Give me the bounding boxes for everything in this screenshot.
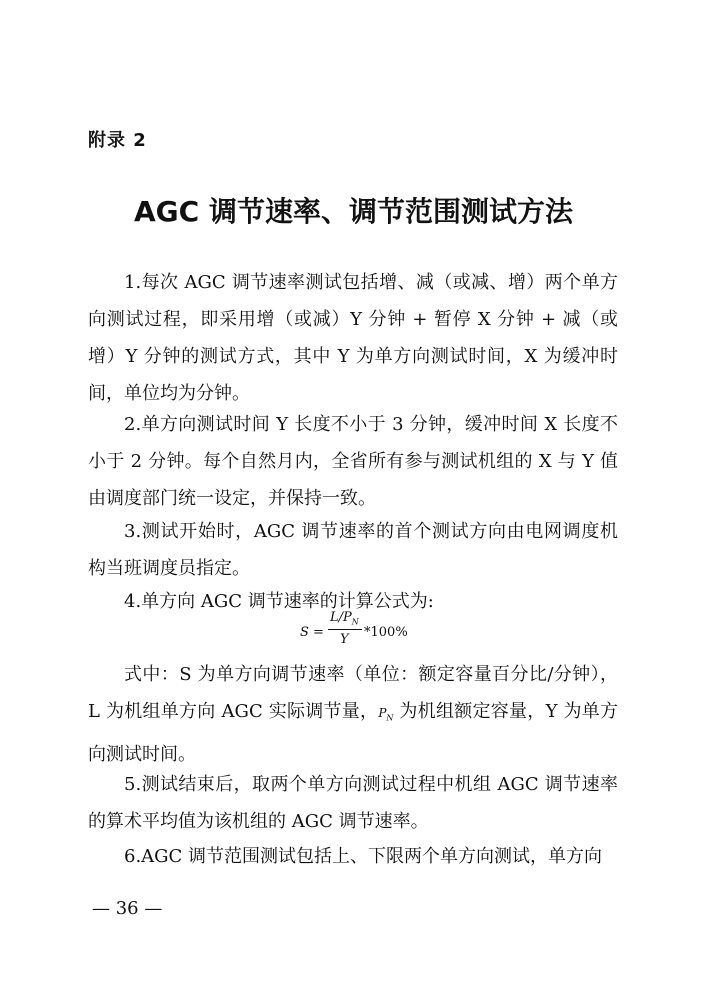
- formula-lhs: S =: [300, 625, 324, 640]
- paragraph-7: 6.AGC 调节范围测试包括上、下限两个单方向测试，单方向: [124, 846, 603, 867]
- formula-rhs: *100%: [364, 625, 408, 640]
- paragraph-5: [88, 656, 618, 773]
- pn-sub: N: [386, 713, 394, 723]
- page-number: — 36 —: [92, 898, 163, 919]
- paragraph-5-part-2: 为机组额定容量，Y 为单方向测试时间。: [88, 701, 618, 766]
- paragraph-2: 2.单方向测试时间 Y 长度不小于 3 分钟，缓冲时间 X 长度不小于 2 分钟。每个自然月内，全省所有参与测试机组的 X 与 Y 值由调度部门统一设定，并保持一致。: [88, 414, 618, 509]
- pn-base: P: [378, 706, 387, 720]
- fraction-bar: [328, 629, 362, 630]
- pn-symbol: [378, 706, 394, 723]
- paragraph-3: 3.测试开始时，AGC 调节速率的首个测试方向由电网调度机构当班调度员指定。: [88, 521, 618, 579]
- paragraph-1: 1.每次 AGC 调节速率测试包括增、减（或减、增）两个单方向测试过程，即采用增（或减）Y 分钟 + 暂停 X 分钟 + 减（或增）Y 分钟的测试方式，其中 Y 为单方向测试时间，X 为缓冲时间，单位均为分钟。: [88, 272, 618, 404]
- formula-num-sub: N: [351, 617, 359, 627]
- page-title: AGC 调节速率、调节范围测试方法: [134, 195, 573, 228]
- paragraph-4: 4.单方向 AGC 调节速率的计算公式为:: [124, 591, 434, 612]
- appendix-label: 附录 2: [88, 130, 147, 151]
- formula-num-p: P: [343, 610, 352, 625]
- paragraph-5-part-1: 式中：S 为单方向调节速率（单位：额定容量百分比/分钟），L 为机组单方向 AGC 实际调节量，: [88, 664, 618, 722]
- paragraph-6: 5.测试结束后，取两个单方向测试过程中机组 AGC 调节速率的算术平均值为该机组的 AGC 调节速率。: [88, 774, 618, 832]
- formula-num-l: L: [330, 610, 339, 625]
- formula-numerator: $L/P_N$: [330, 610, 359, 627]
- rate-formula: [300, 612, 430, 652]
- formula-denominator: Y: [340, 632, 349, 647]
